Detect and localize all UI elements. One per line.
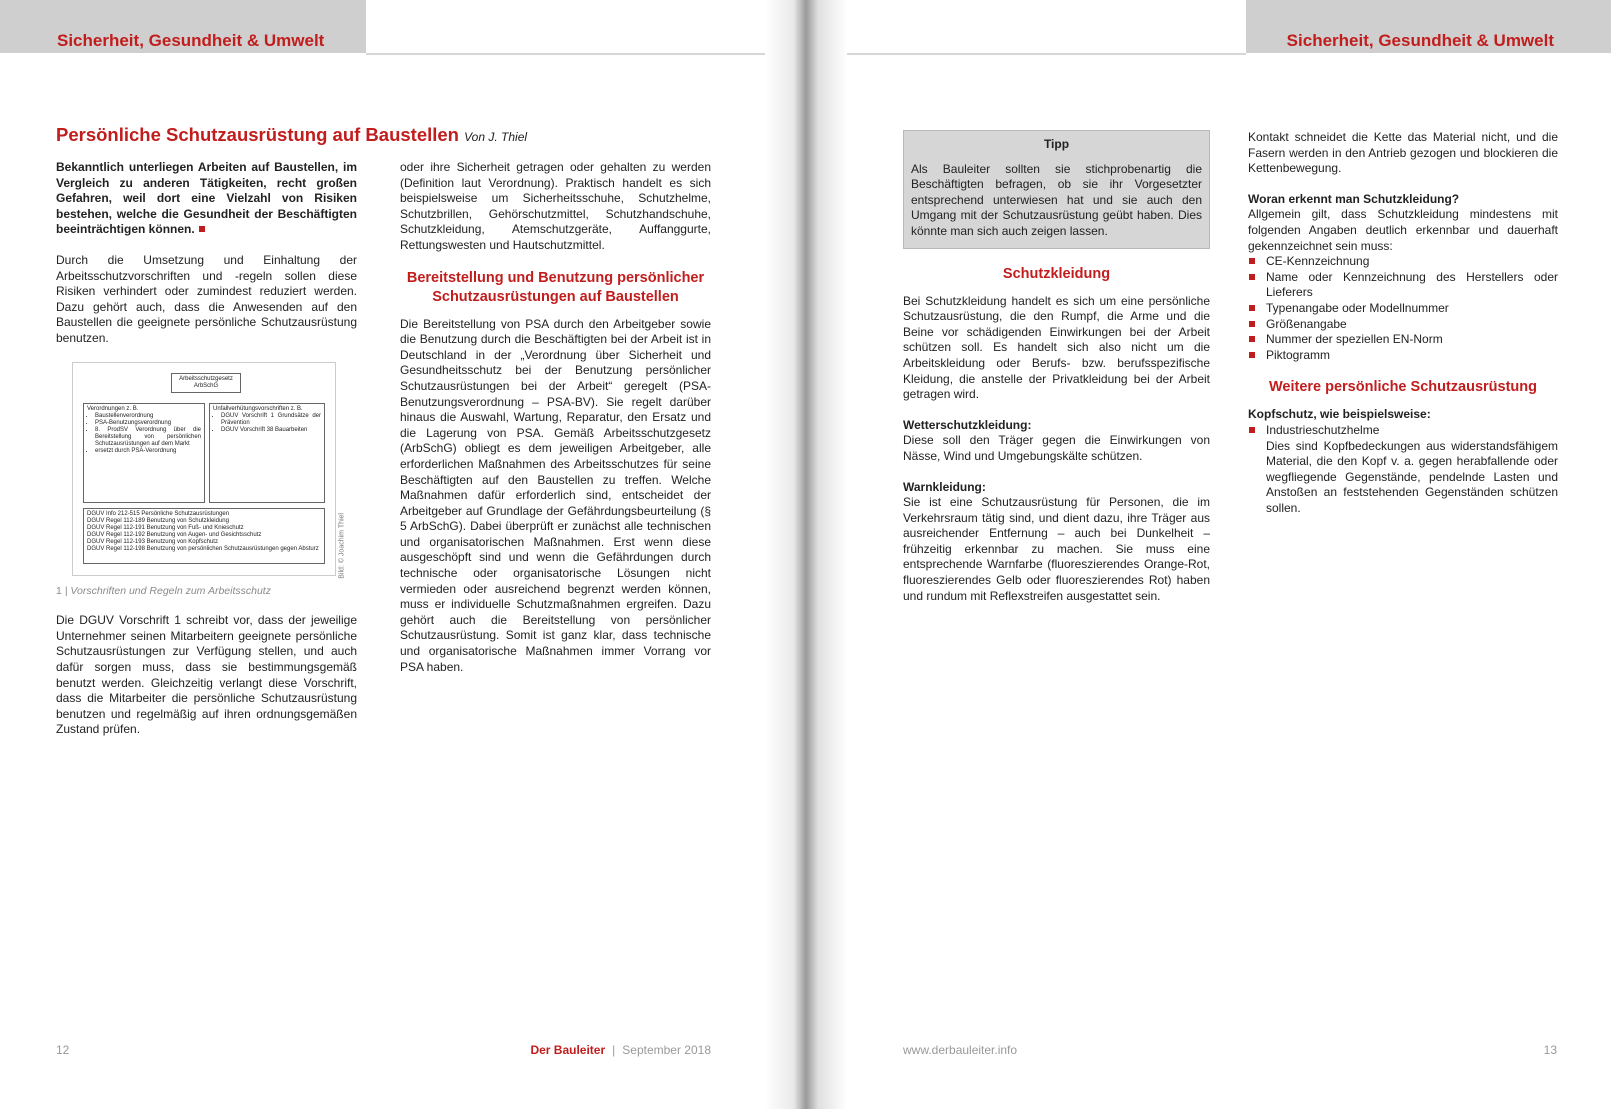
right-column-1	[903, 130, 1210, 1020]
end-mark-icon	[199, 226, 205, 232]
figure-box-verordnungen: Verordnungen z. B. • Baustellenverordnung • PSA-Benutzungsverordnung • 8. ProdSV Verordnung über die Bereitstellung von persönlichen Schutzausrüstungen auf dem Markt • ersetzt durch PSA-Verordnung	[83, 403, 205, 503]
footer-url: www.derbauleiter.info	[903, 1043, 1018, 1057]
left-page	[0, 0, 790, 1109]
section-heading: Schutzkleidung	[1002, 265, 1111, 282]
list-item: Nummer der speziellen EN-Norm	[1248, 332, 1558, 348]
header-rule	[821, 53, 1246, 55]
figure-credit: Bild: © Joachim Thiel	[339, 512, 346, 579]
lead-paragraph: Bekanntlich unterliegen Arbeiten auf Baustellen, im Vergleich zu anderen Tätigkeiten, recht großen Gefahren, weil dort eine Vielzahl von Risiken bestehen, welche die Gesundheit der Beschäftigten beeinträchtigen können.	[56, 160, 357, 237]
figure-box-uvv: Unfallverhütungsvorschriften z. B. • DGUV Vorschrift 1 Grundsätze der Prävention • DGUV Vorschrift 38 Bauarbeiten	[209, 403, 325, 503]
list-item: Typenangabe oder Modellnummer	[1248, 301, 1558, 317]
page-number: 12	[56, 1043, 70, 1057]
tip-text: Als Bauleiter sollten sie stichprobenartig die Beschäftigten befragen, ob sie ihr Vorgesetzter entsprechend unterwiesen hat und sie auch den Umgang mit der Schutzausrüstung geübt haben. Dies könnte man sich auch zeigen lassen.	[911, 161, 1202, 238]
left-column-1	[56, 160, 357, 1020]
section-heading: Bereitstellung und Benutzung persönlicher Schutzausrüstungen auf Baustellen	[406, 269, 705, 305]
section-heading: Weitere persönliche Schutzausrüstung	[1268, 379, 1538, 396]
tip-title: Tipp	[1043, 137, 1070, 151]
paragraph-woran: Woran erkennt man Schutzkleidung? Allgemein gilt, dass Schutzkleidung mindestens mit folgenden Angaben deutlich erkennbar und dauerhaft gekennzeichnet sein muss:	[1248, 191, 1558, 253]
figure-box-dguv: DGUV Info 212-515 Persönliche Schutzausrüstungen DGUV Regel 112-189 Benutzung von Schutzkleidung DGUV Regel 112-191 Benutzung von Fuß- und Knieschutz DGUV Regel 112-192 Benutzung von Augen- und Gesichtsschutz DGUV Regel 112-193 Benutzung von Kopfschutz DGUV Regel 112-198 Benutzung von persönlichen Schutzausrüstungen gegen Absturz	[83, 508, 325, 564]
left-column-2	[400, 160, 711, 1020]
paragraph: Die Bereitstellung von PSA durch den Arbeitgeber sowie die Benutzung durch die Beschäftigten bei der Arbeit ist in Deutschland in der „Verordnung über Sicherheit und Gesundheitsschutz bei der Benutzung persönlicher Schutzausrüstungen bei der Arbeit“ geregelt (PSA-Benutzungsverordnung – PSA-BV). Sie regelt darüber hinaus die Auswahl, Wartung, Reparatur, den Ersatz und die Lagerung von PSA. Gemäß Arbeitsschutzgesetz (ArbSchG) obliegt es dem jeweiligen Arbeitgeber, alle erforderlichen Maßnahmen des Arbeitsschutzes für seine Beschäftigten auf den Baustellen zu treffen. Welche Maßnahmen dafür erforderlich sind, entscheidet der Arbeitgeber auf Grundlage der Gefährdungsbeurteilung (§ 5 ArbSchG). Dabei überprüft er zunächst alle technischen und organisatorischen Maßnahmen. Erst wenn diese ausgeschöpft sind und wenn die Gefährdungen durch technische oder organisatorische Lösungen nicht vermieden oder ausreichend begrenzt werden können, muss er individuelle Schutzmaßnahmen ergreifen. Dazu gehört auch die Bereitstellung von persönlicher Schutzausrüstung. Somit ist ganz klar, dass technische und organisatorische Maßnahmen immer Vorrang vor PSA haben.	[400, 316, 711, 674]
kopfschutz-list	[1248, 423, 1558, 517]
tip-box	[903, 130, 1210, 249]
list-item: Industrieschutzhelme Dies sind Kopfbedeckungen aus widerstandsfähigem Material, die den Kopf v. a. gegen herabfallende oder wegfliegende Gegenstände, pendelnde Lasten und Anstoßen an feststehenden Gegenständen schützen sollen.	[1248, 423, 1558, 517]
paragraph: Bei Schutzkleidung handelt es sich um eine persönliche Schutzausrüstung, die den Rumpf, die Arme und die Beine vor schädigenden Einwirkungen bei der Arbeit schützen soll. Es handelt sich also nicht um die Arbeitskleidung oder Berufs- bzw. berufsspezifische Kleidung, die anstelle der Privatkleidung bei der Arbeit getragen wird.	[903, 293, 1210, 402]
paragraph-wetter: Wetterschutzkleidung: Diese soll den Träger gegen die Einwirkungen von Nässe, Wind und Umgebungskälte schützen.	[903, 417, 1210, 463]
article-title: Persönliche Schutzausrüstung auf Baustellen Von J. Thiel	[56, 124, 528, 145]
subheading: Kopfschutz, wie beispielsweise:	[1248, 407, 1431, 422]
list-item: Größenangabe	[1248, 317, 1558, 333]
right-page	[821, 0, 1611, 1109]
figure-box-arbschg: Arbeitsschutzgesetz ArbSchG	[171, 373, 241, 393]
section-header: Sicherheit, Gesundheit & Umwelt	[1246, 0, 1611, 53]
section-header: Sicherheit, Gesundheit & Umwelt	[0, 0, 366, 53]
page-number: 13	[1543, 1043, 1557, 1057]
byline: Von J. Thiel	[464, 130, 528, 144]
list-item: CE-Kennzeichnung	[1248, 254, 1558, 270]
paragraph: oder ihre Sicherheit getragen oder gehalten zu werden (Definition laut Verordnung). Praktisch handelt es sich beispielsweise um Sicherheitsschuhe, Schutzhelme, Schutzbrillen, Gehörschutzmittel, Schutzhandschuhe, Schutzkleidung, Atemschutzgeräte, Auffanggurte, Rettungswesten und Hautschutzmittel.	[400, 160, 711, 252]
regulations-figure	[72, 362, 346, 579]
paragraph: Die DGUV Vorschrift 1 schreibt vor, dass der jeweilige Unternehmer seinen Mitarbeitern geeignete persönliche Schutzausrüstungen zur Verfügung stellen, und auch dafür sorgen muss, dass sie bestimmungsgemäß benutzt werden. Gleichzeitig verlangt diese Vorschrift, dass die Mitarbeiter die persönliche Schutzausrüstung benutzen und regelmäßig auf ihren ordnungsgemäßen Zustand prüfen.	[56, 613, 357, 737]
paragraph: Kontakt schneidet die Kette das Material nicht, und die Fasern werden in den Antrieb gezogen und blockieren die Kettenbewegung.	[1248, 130, 1558, 176]
paragraph-warn: Warnkleidung: Sie ist eine Schutzausrüstung für Personen, die im Verkehrsraum tätig sind, und dient dazu, ihre Träger aus ausreichender Entfernung – auch bei Dunkelheit – frühzeitig erkennbar zu machen. Sie muss eine entsprechende Warnfarbe (fluoreszierendes Orange-Rot, fluoreszierendes Gelb oder fluoreszierendes Rot) haben und rundum mit Reflexstreifen ausgestattet sein.	[903, 479, 1210, 603]
marking-list	[1248, 254, 1558, 363]
header-rule	[366, 53, 790, 55]
list-item: Name oder Kennzeichnung des Herstellers oder Lieferers	[1248, 270, 1558, 301]
paragraph: Durch die Umsetzung und Einhaltung der Arbeitsschutzvorschriften und -regeln sollen diese Risiken verhindert oder zumindest reduziert werden. Dazu gehört auch, dass die Anwesenden auf den Baustellen die geeignete persönliche Schutzausrüstung benutzen.	[56, 252, 357, 345]
right-column-2	[1248, 130, 1558, 1020]
list-item: Piktogramm	[1248, 348, 1558, 364]
spine-shadow	[765, 0, 847, 1109]
footer-publication: Der Bauleiter | September 2018	[530, 1043, 711, 1057]
figure-caption: 1 | Vorschriften und Regeln zum Arbeitsschutz	[56, 584, 271, 597]
